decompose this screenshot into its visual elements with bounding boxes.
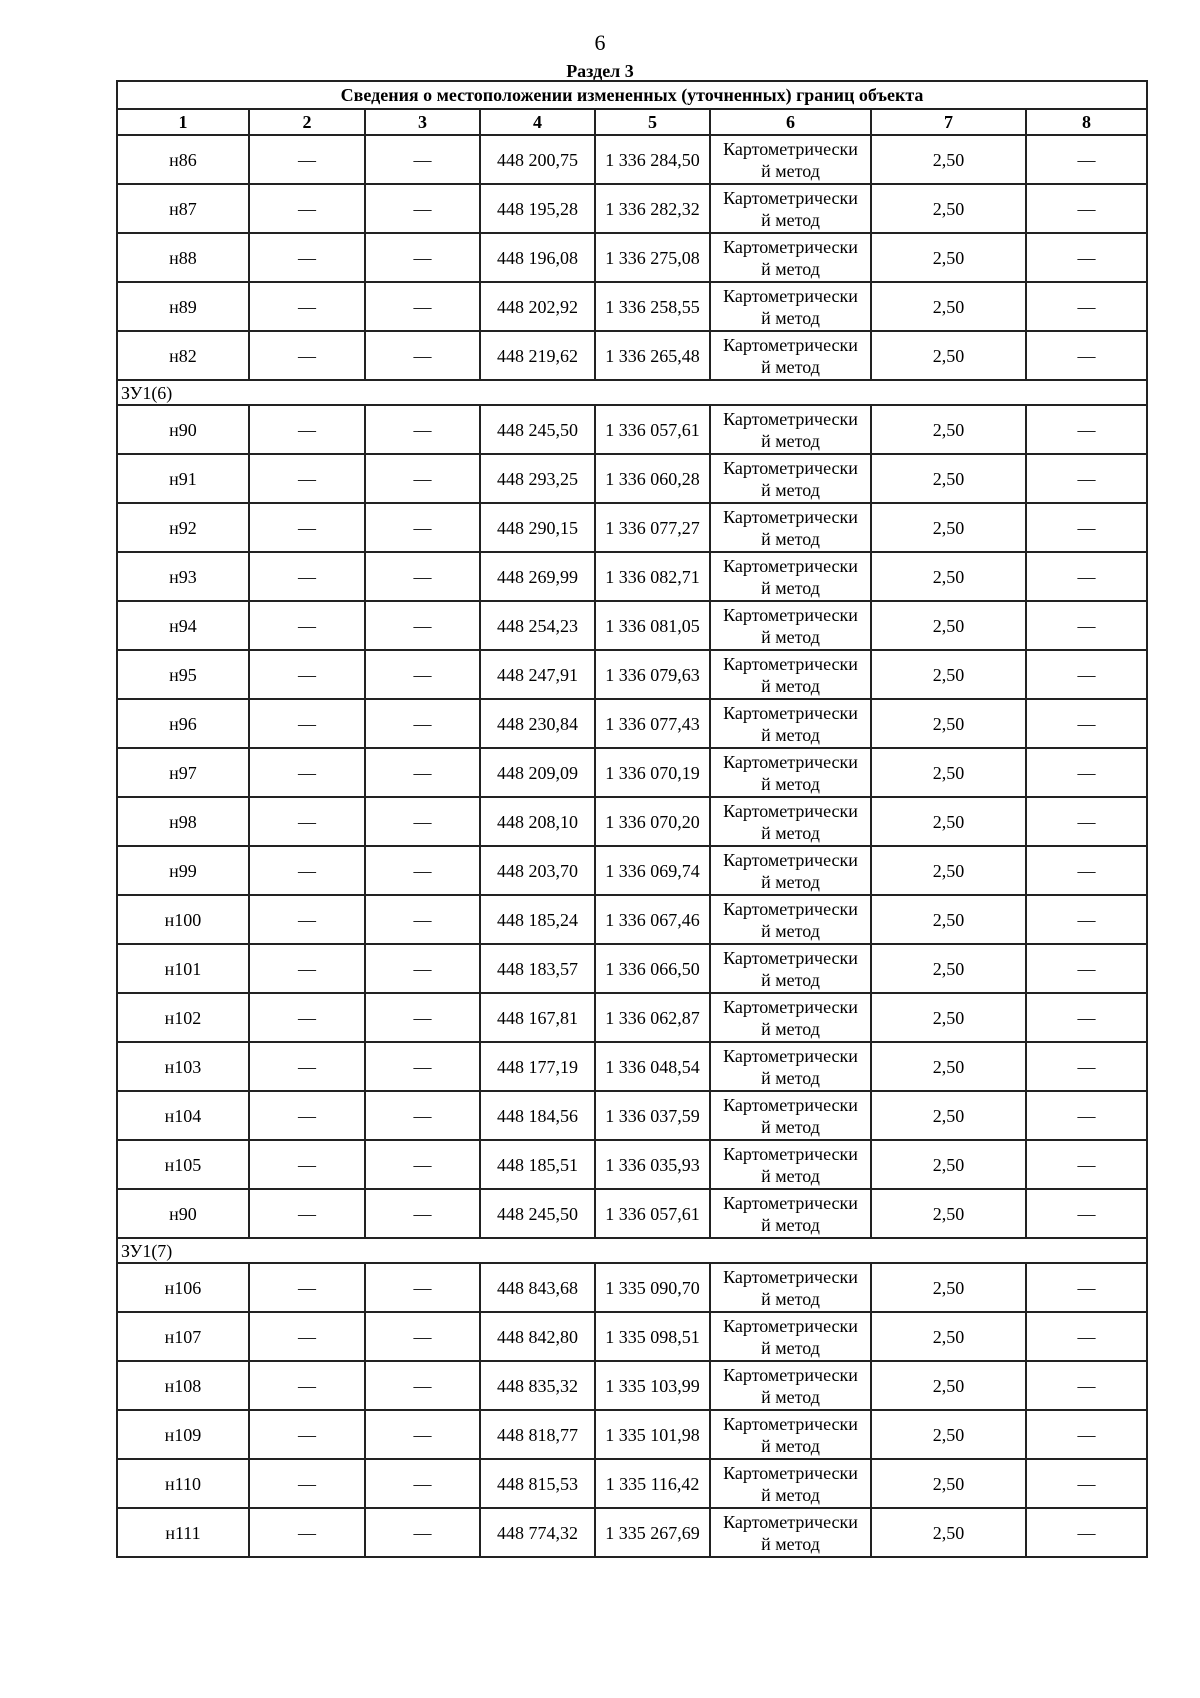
accuracy: 2,50 [871,331,1026,380]
col-8-value: — [1026,1091,1147,1140]
accuracy: 2,50 [871,601,1026,650]
x-coordinate: 448 293,25 [480,454,595,503]
accuracy: 2,50 [871,1263,1026,1312]
y-coordinate: 1 335 090,70 [595,1263,710,1312]
x-coordinate: 448 815,53 [480,1459,595,1508]
col-8-value: — [1026,184,1147,233]
table-row [117,1361,1147,1410]
col-3-value: — [365,944,480,993]
point-name: н89 [117,282,249,331]
col-2-value: — [249,282,365,331]
point-name: н92 [117,503,249,552]
coordinates-table [116,80,1148,1558]
table-row [117,233,1147,282]
col-2-value: — [249,846,365,895]
method: Картометрически й метод [710,748,871,797]
method: Картометрически й метод [710,1140,871,1189]
accuracy: 2,50 [871,1312,1026,1361]
col-2-value: — [249,405,365,454]
col-2-value: — [249,699,365,748]
y-coordinate: 1 336 070,19 [595,748,710,797]
col-2-value: — [249,1312,365,1361]
point-name: н98 [117,797,249,846]
table-row [117,993,1147,1042]
col-8-value: — [1026,405,1147,454]
col-8-value: — [1026,1263,1147,1312]
group-label: ЗУ1(6) [117,380,1147,405]
accuracy: 2,50 [871,1508,1026,1557]
col-3-value: — [365,1263,480,1312]
point-name: н88 [117,233,249,282]
col-2-value: — [249,797,365,846]
accuracy: 2,50 [871,1091,1026,1140]
method: Картометрически й метод [710,405,871,454]
col-2-value: — [249,135,365,184]
col-2-value: — [249,1361,365,1410]
col-2-value: — [249,552,365,601]
accuracy: 2,50 [871,1042,1026,1091]
y-coordinate: 1 336 037,59 [595,1091,710,1140]
group-label: ЗУ1(7) [117,1238,1147,1263]
col-3-value: — [365,1361,480,1410]
x-coordinate: 448 185,51 [480,1140,595,1189]
table-row [117,1140,1147,1189]
x-coordinate: 448 195,28 [480,184,595,233]
y-coordinate: 1 336 081,05 [595,601,710,650]
col-3-value: — [365,1508,480,1557]
col-8-value: — [1026,1189,1147,1238]
col-3-value: — [365,993,480,1042]
method: Картометрически й метод [710,552,871,601]
method: Картометрически й метод [710,184,871,233]
col-3-value: — [365,650,480,699]
point-name: н103 [117,1042,249,1091]
method: Картометрически й метод [710,1189,871,1238]
col-3-value: — [365,331,480,380]
point-name: н111 [117,1508,249,1557]
point-name: н100 [117,895,249,944]
method: Картометрически й метод [710,331,871,380]
method: Картометрически й метод [710,797,871,846]
point-name: н86 [117,135,249,184]
y-coordinate: 1 336 057,61 [595,1189,710,1238]
x-coordinate: 448 290,15 [480,503,595,552]
table-row [117,601,1147,650]
point-name: н104 [117,1091,249,1140]
x-coordinate: 448 245,50 [480,405,595,454]
table-row [117,552,1147,601]
col-8-value: — [1026,503,1147,552]
table-row [117,135,1147,184]
y-coordinate: 1 335 267,69 [595,1508,710,1557]
col-3-value: — [365,503,480,552]
col-2-value: — [249,895,365,944]
accuracy: 2,50 [871,1189,1026,1238]
method: Картометрически й метод [710,944,871,993]
column-number: 7 [871,109,1026,135]
col-2-value: — [249,331,365,380]
column-number: 2 [249,109,365,135]
point-name: н90 [117,1189,249,1238]
col-8-value: — [1026,1361,1147,1410]
col-2-value: — [249,1042,365,1091]
y-coordinate: 1 336 067,46 [595,895,710,944]
method: Картометрически й метод [710,1042,871,1091]
method: Картометрически й метод [710,993,871,1042]
point-name: н107 [117,1312,249,1361]
method: Картометрически й метод [710,1508,871,1557]
x-coordinate: 448 200,75 [480,135,595,184]
accuracy: 2,50 [871,699,1026,748]
method: Картометрически й метод [710,454,871,503]
y-coordinate: 1 336 066,50 [595,944,710,993]
x-coordinate: 448 167,81 [480,993,595,1042]
accuracy: 2,50 [871,650,1026,699]
table-row [117,1508,1147,1557]
x-coordinate: 448 184,56 [480,1091,595,1140]
col-2-value: — [249,1459,365,1508]
col-3-value: — [365,1312,480,1361]
col-2-value: — [249,748,365,797]
point-name: н110 [117,1459,249,1508]
y-coordinate: 1 335 103,99 [595,1361,710,1410]
point-name: н99 [117,846,249,895]
accuracy: 2,50 [871,748,1026,797]
col-3-value: — [365,454,480,503]
point-name: н95 [117,650,249,699]
table-row [117,1189,1147,1238]
col-2-value: — [249,503,365,552]
table-row [117,184,1147,233]
y-coordinate: 1 335 101,98 [595,1410,710,1459]
method: Картометрически й метод [710,135,871,184]
group-header-row [117,1238,1147,1263]
col-8-value: — [1026,135,1147,184]
table-row [117,650,1147,699]
accuracy: 2,50 [871,552,1026,601]
method: Картометрически й метод [710,846,871,895]
y-coordinate: 1 336 035,93 [595,1140,710,1189]
method: Картометрически й метод [710,1361,871,1410]
col-2-value: — [249,1140,365,1189]
col-3-value: — [365,895,480,944]
point-name: н101 [117,944,249,993]
x-coordinate: 448 247,91 [480,650,595,699]
x-coordinate: 448 183,57 [480,944,595,993]
col-8-value: — [1026,1140,1147,1189]
x-coordinate: 448 202,92 [480,282,595,331]
col-2-value: — [249,1189,365,1238]
x-coordinate: 448 843,68 [480,1263,595,1312]
y-coordinate: 1 336 060,28 [595,454,710,503]
method: Картометрически й метод [710,601,871,650]
point-name: н82 [117,331,249,380]
x-coordinate: 448 245,50 [480,1189,595,1238]
table-caption: Сведения о местоположении измененных (уточненных) границ объекта [117,81,1147,109]
x-coordinate: 448 177,19 [480,1042,595,1091]
col-3-value: — [365,846,480,895]
y-coordinate: 1 335 098,51 [595,1312,710,1361]
accuracy: 2,50 [871,1140,1026,1189]
column-number-row [117,109,1147,135]
column-number: 3 [365,109,480,135]
accuracy: 2,50 [871,944,1026,993]
col-3-value: — [365,1189,480,1238]
col-3-value: — [365,233,480,282]
column-number: 8 [1026,109,1147,135]
accuracy: 2,50 [871,1361,1026,1410]
point-name: н94 [117,601,249,650]
accuracy: 2,50 [871,846,1026,895]
accuracy: 2,50 [871,405,1026,454]
col-8-value: — [1026,895,1147,944]
column-number: 4 [480,109,595,135]
method: Картометрически й метод [710,503,871,552]
y-coordinate: 1 336 265,48 [595,331,710,380]
x-coordinate: 448 230,84 [480,699,595,748]
col-8-value: — [1026,1459,1147,1508]
col-8-value: — [1026,944,1147,993]
col-3-value: — [365,699,480,748]
col-8-value: — [1026,601,1147,650]
method: Картометрически й метод [710,1263,871,1312]
col-8-value: — [1026,1042,1147,1091]
accuracy: 2,50 [871,895,1026,944]
point-name: н108 [117,1361,249,1410]
table-row [117,895,1147,944]
accuracy: 2,50 [871,184,1026,233]
col-2-value: — [249,1091,365,1140]
column-number: 1 [117,109,249,135]
method: Картометрически й метод [710,650,871,699]
col-3-value: — [365,1459,480,1508]
point-name: н105 [117,1140,249,1189]
method: Картометрически й метод [710,1091,871,1140]
y-coordinate: 1 336 079,63 [595,650,710,699]
col-2-value: — [249,650,365,699]
accuracy: 2,50 [871,454,1026,503]
table-row [117,454,1147,503]
accuracy: 2,50 [871,233,1026,282]
col-8-value: — [1026,454,1147,503]
accuracy: 2,50 [871,797,1026,846]
col-3-value: — [365,1140,480,1189]
y-coordinate: 1 336 258,55 [595,282,710,331]
table-row [117,503,1147,552]
x-coordinate: 448 842,80 [480,1312,595,1361]
col-3-value: — [365,1091,480,1140]
method: Картометрически й метод [710,1410,871,1459]
col-8-value: — [1026,282,1147,331]
table-caption-row [117,81,1147,109]
col-3-value: — [365,797,480,846]
col-2-value: — [249,993,365,1042]
y-coordinate: 1 336 062,87 [595,993,710,1042]
page-number: 6 [594,30,606,55]
x-coordinate: 448 209,09 [480,748,595,797]
method: Картометрически й метод [710,699,871,748]
column-number: 6 [710,109,871,135]
table-row [117,846,1147,895]
accuracy: 2,50 [871,282,1026,331]
accuracy: 2,50 [871,503,1026,552]
col-8-value: — [1026,748,1147,797]
method: Картометрически й метод [710,282,871,331]
x-coordinate: 448 818,77 [480,1410,595,1459]
col-3-value: — [365,405,480,454]
x-coordinate: 448 219,62 [480,331,595,380]
x-coordinate: 448 835,32 [480,1361,595,1410]
point-name: н97 [117,748,249,797]
y-coordinate: 1 336 284,50 [595,135,710,184]
accuracy: 2,50 [871,135,1026,184]
table-row [117,282,1147,331]
col-8-value: — [1026,846,1147,895]
y-coordinate: 1 336 282,32 [595,184,710,233]
table-row [117,797,1147,846]
x-coordinate: 448 269,99 [480,552,595,601]
table-row [117,405,1147,454]
table-row [117,748,1147,797]
col-8-value: — [1026,699,1147,748]
x-coordinate: 448 208,10 [480,797,595,846]
accuracy: 2,50 [871,1410,1026,1459]
accuracy: 2,50 [871,1459,1026,1508]
point-name: н96 [117,699,249,748]
table-row [117,1459,1147,1508]
method: Картометрически й метод [710,1312,871,1361]
point-name: н90 [117,405,249,454]
col-3-value: — [365,601,480,650]
y-coordinate: 1 336 069,74 [595,846,710,895]
col-3-value: — [365,184,480,233]
accuracy: 2,50 [871,993,1026,1042]
table-row [117,1312,1147,1361]
y-coordinate: 1 335 116,42 [595,1459,710,1508]
col-2-value: — [249,233,365,282]
method: Картометрически й метод [710,1459,871,1508]
col-2-value: — [249,944,365,993]
col-8-value: — [1026,1508,1147,1557]
group-header-row [117,380,1147,405]
col-8-value: — [1026,993,1147,1042]
col-2-value: — [249,1410,365,1459]
method: Картометрически й метод [710,895,871,944]
x-coordinate: 448 254,23 [480,601,595,650]
point-name: н87 [117,184,249,233]
table-row [117,1410,1147,1459]
col-8-value: — [1026,233,1147,282]
col-8-value: — [1026,1312,1147,1361]
col-3-value: — [365,552,480,601]
point-name: н93 [117,552,249,601]
x-coordinate: 448 185,24 [480,895,595,944]
y-coordinate: 1 336 048,54 [595,1042,710,1091]
table-row [117,699,1147,748]
col-8-value: — [1026,552,1147,601]
col-3-value: — [365,748,480,797]
col-3-value: — [365,1410,480,1459]
column-number: 5 [595,109,710,135]
col-8-value: — [1026,1410,1147,1459]
col-2-value: — [249,1263,365,1312]
col-2-value: — [249,184,365,233]
col-2-value: — [249,601,365,650]
col-8-value: — [1026,331,1147,380]
table-row [117,1263,1147,1312]
col-3-value: — [365,1042,480,1091]
x-coordinate: 448 203,70 [480,846,595,895]
y-coordinate: 1 336 077,43 [595,699,710,748]
y-coordinate: 1 336 082,71 [595,552,710,601]
y-coordinate: 1 336 057,61 [595,405,710,454]
y-coordinate: 1 336 275,08 [595,233,710,282]
col-3-value: — [365,135,480,184]
table-row [117,1091,1147,1140]
section-title: Раздел 3 [566,61,634,81]
col-2-value: — [249,454,365,503]
point-name: н91 [117,454,249,503]
col-8-value: — [1026,650,1147,699]
col-8-value: — [1026,797,1147,846]
method: Картометрически й метод [710,233,871,282]
col-3-value: — [365,282,480,331]
point-name: н109 [117,1410,249,1459]
point-name: н102 [117,993,249,1042]
x-coordinate: 448 774,32 [480,1508,595,1557]
table-row [117,1042,1147,1091]
col-2-value: — [249,1508,365,1557]
y-coordinate: 1 336 070,20 [595,797,710,846]
x-coordinate: 448 196,08 [480,233,595,282]
y-coordinate: 1 336 077,27 [595,503,710,552]
point-name: н106 [117,1263,249,1312]
table-row [117,944,1147,993]
table-row [117,331,1147,380]
